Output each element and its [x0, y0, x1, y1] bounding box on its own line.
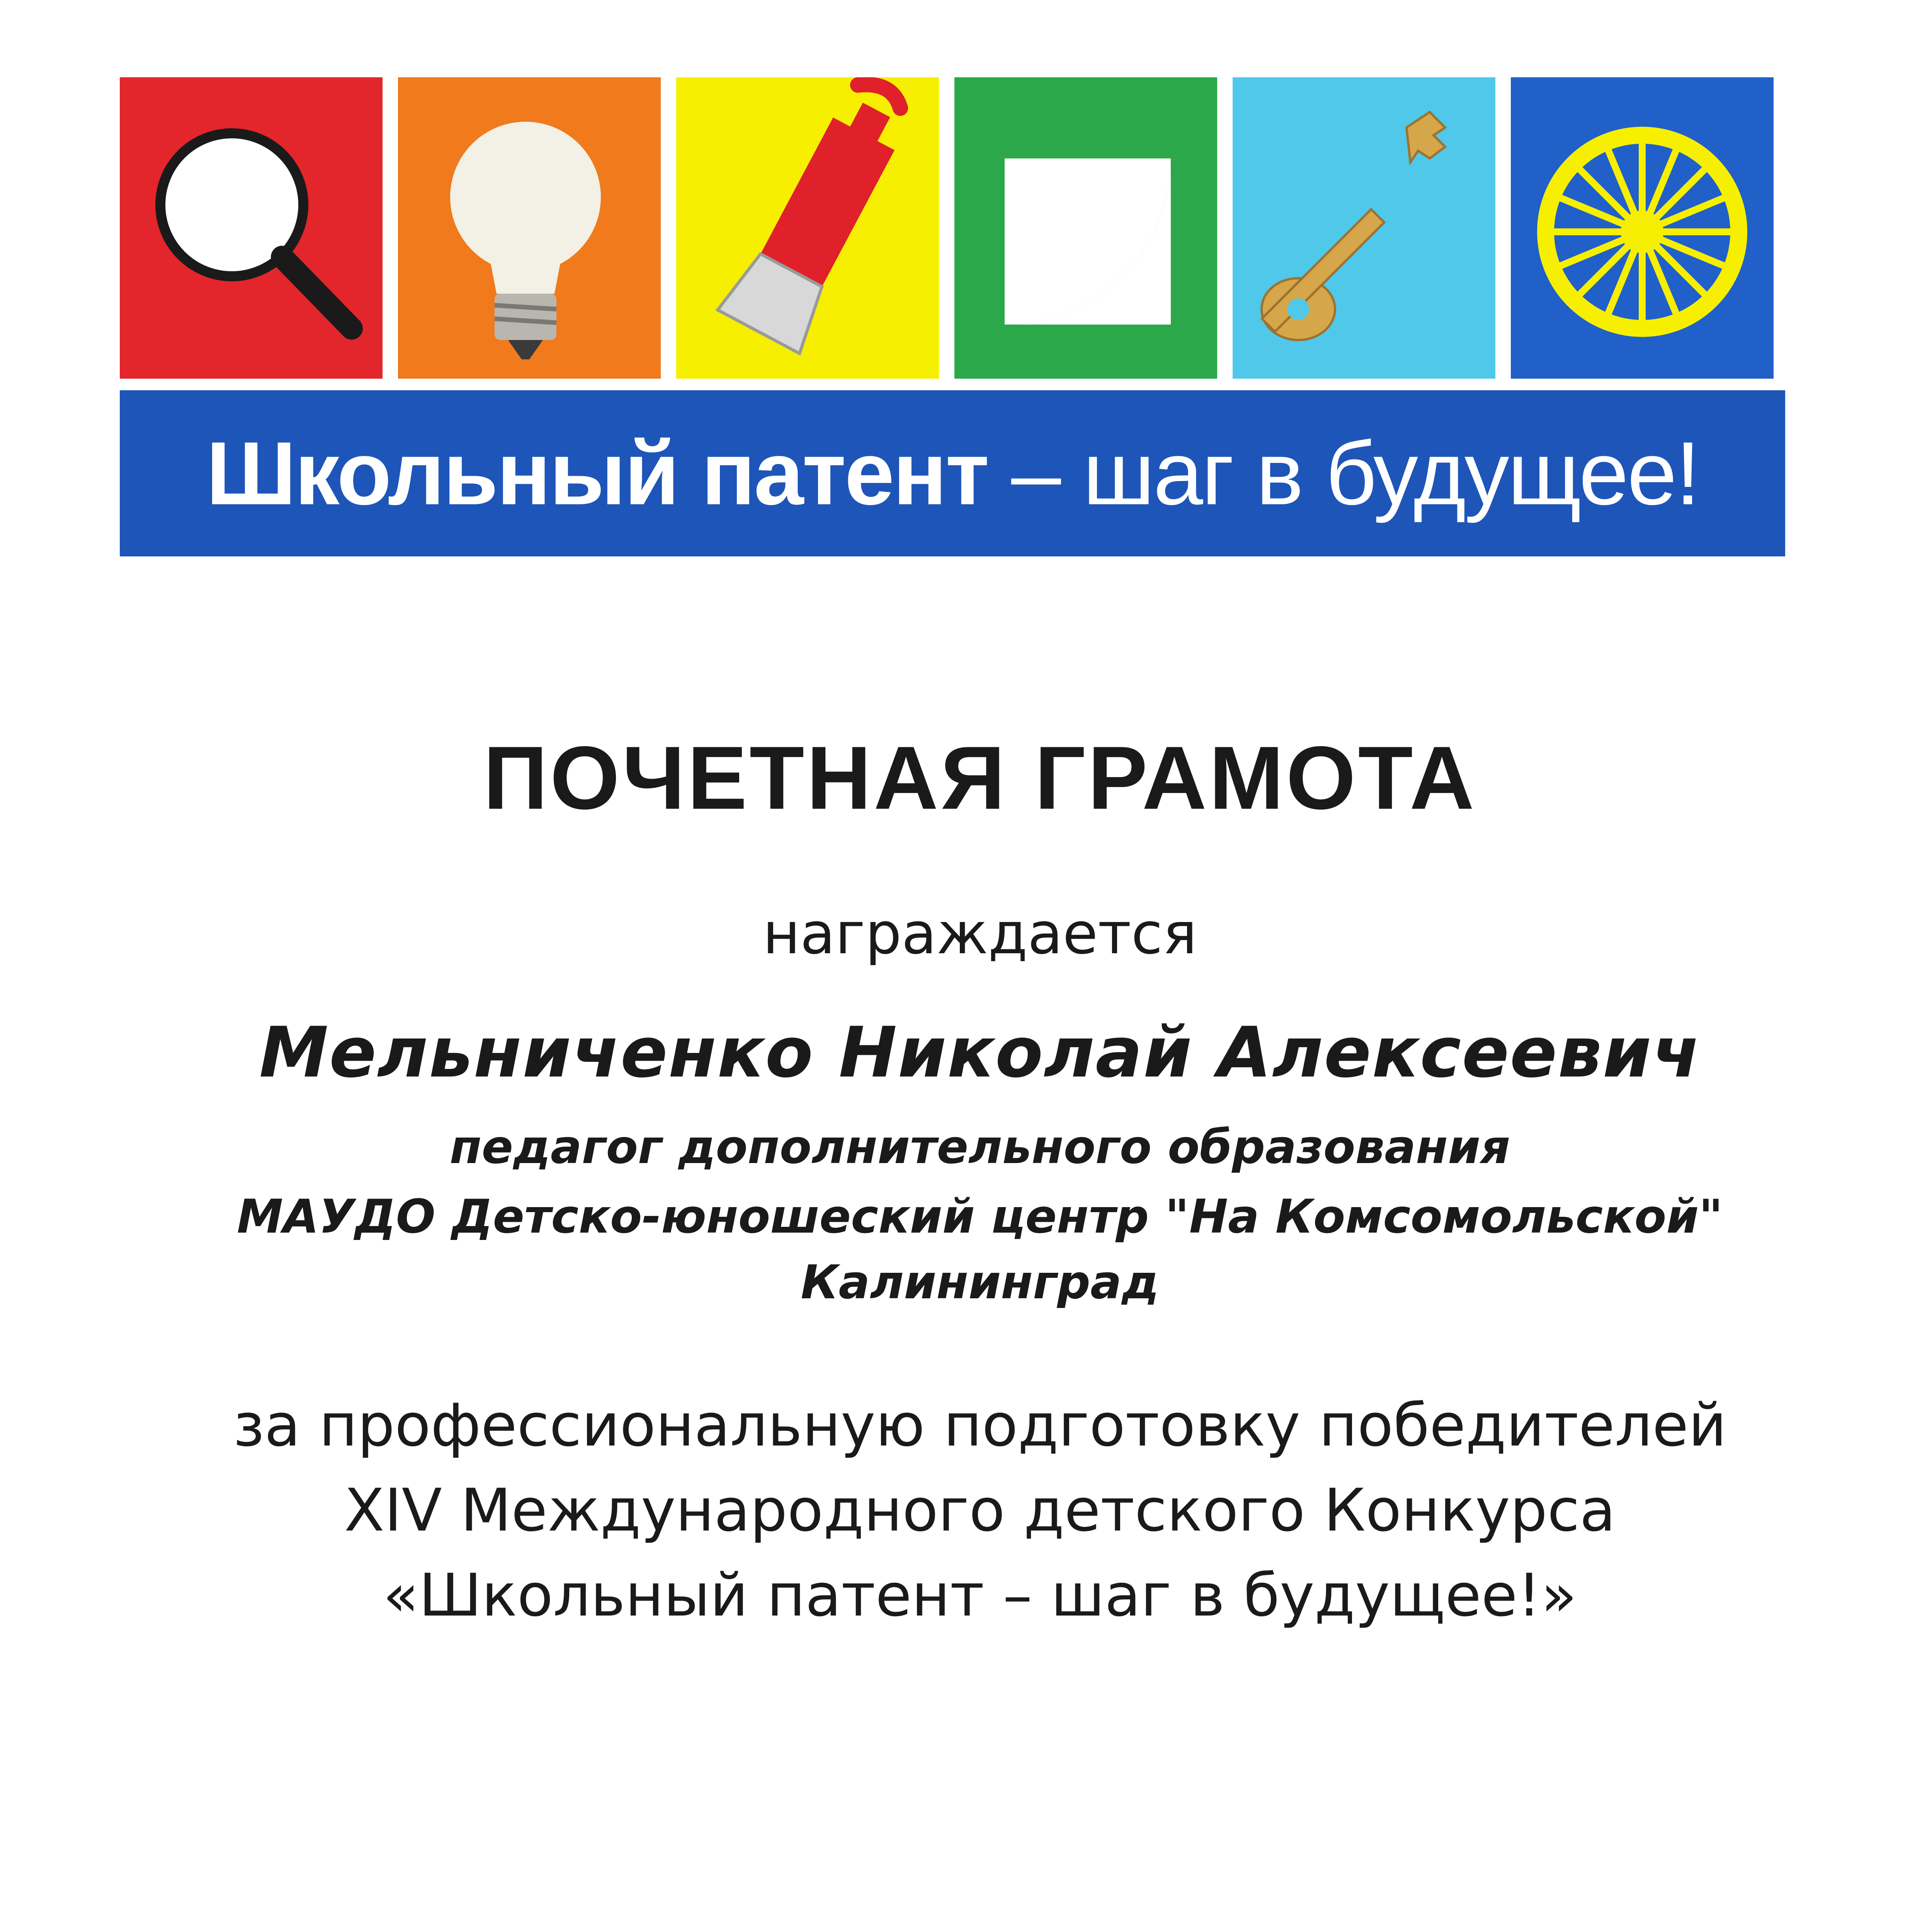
tile-lightbulb: [398, 77, 661, 379]
tile-key: [1233, 77, 1495, 379]
reason-line-1: за профессиональную подготовку победителей: [233, 1391, 1727, 1459]
paint-tube-icon: [676, 77, 939, 379]
recipient-position: педагог дополнительного образования: [449, 1121, 1510, 1174]
awarded-label: награждается: [763, 900, 1197, 967]
banner-bold-text: Школьный патент: [206, 423, 988, 524]
recipient-name: Мельниченко Николай Алексеевич: [259, 1012, 1701, 1093]
tile-wheel: [1511, 77, 1774, 379]
tile-paint-tube: [676, 77, 939, 379]
tile-magnifier: [120, 77, 383, 379]
recipient-city: Калининград: [801, 1256, 1159, 1310]
magnifier-icon: [120, 77, 383, 379]
quarter-circle-icon: [954, 77, 1217, 379]
contest-banner: [120, 390, 1785, 556]
tile-quarter-circle: [954, 77, 1217, 379]
certificate-title: ПОЧЕТНАЯ ГРАМОТА: [483, 728, 1477, 828]
lightbulb-icon: [398, 77, 661, 379]
handwritten-signature: [1101, 1893, 1604, 1932]
recipient-organization: МАУДО Детско-юношеский центр "На Комсомольской": [237, 1190, 1723, 1244]
reason-line-3: «Школьный патент – шаг в будущее!»: [383, 1561, 1577, 1629]
key-icon: [1233, 77, 1495, 379]
wheel-icon: [1511, 77, 1774, 379]
banner-rest-text: – шаг в будущее!: [988, 423, 1699, 524]
reason-line-2: XIV Международного детского Конкурса: [344, 1476, 1616, 1544]
